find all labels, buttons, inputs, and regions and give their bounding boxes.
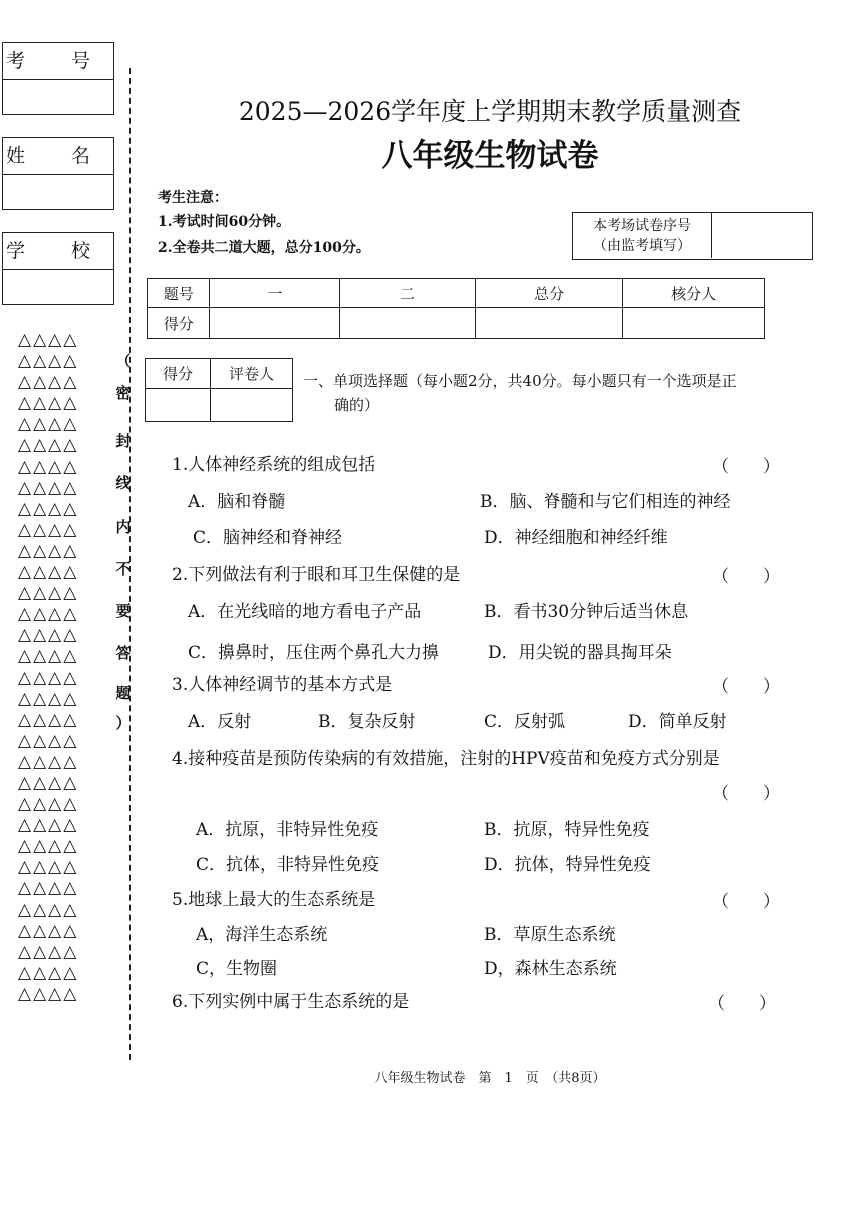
- triangle-row: △△△△: [18, 920, 79, 941]
- score-cell[interactable]: [210, 308, 340, 339]
- score-table-header: 一: [210, 279, 340, 308]
- triangle-row: △△△△: [18, 625, 79, 646]
- section-title: 一、单项选择题（每小题2分，共40分。每小题只有一个选项是正: [303, 372, 737, 390]
- exam-subtitle: 八年级生物试卷: [381, 138, 599, 174]
- question-stem: 4.接种疫苗是预防传染病的有效措施，注射的HPV疫苗和免疫方式分别是: [172, 749, 720, 769]
- triangle-row: △△△△: [18, 351, 79, 372]
- answer-paren[interactable]: （ ）: [712, 892, 780, 912]
- triangle-row: △△△△: [18, 456, 79, 477]
- seal-char: 题: [115, 684, 131, 702]
- seal-char: 封: [115, 432, 131, 450]
- question-stem: 5.地球上最大的生态系统是: [172, 890, 376, 910]
- triangle-row: △△△△: [18, 941, 79, 962]
- triangle-row: △△△△: [18, 372, 79, 393]
- question-stem: 6.下列实例中属于生态系统的是: [172, 992, 410, 1012]
- triangle-row: △△△△: [18, 857, 79, 878]
- answer-paren[interactable]: （ ）: [712, 784, 780, 804]
- seat-number-label: [573, 213, 712, 258]
- option: B．脑、脊髓和与它们相连的神经: [480, 492, 731, 512]
- triangle-row: △△△△: [18, 836, 79, 857]
- triangle-row: △△△△: [18, 519, 79, 540]
- seal-text: [111, 352, 135, 732]
- option: D，森林生态系统: [484, 959, 617, 979]
- option: C．抗体，非特异性免疫: [196, 855, 380, 875]
- triangle-row: △△△△: [18, 983, 79, 1004]
- exam-title: 2025—2026学年度上学期期末教学质量测查: [238, 97, 742, 126]
- triangle-row: △△△△: [18, 667, 79, 688]
- answer-paren[interactable]: （ ）: [712, 567, 780, 587]
- option: B．复杂反射: [318, 712, 416, 732]
- score-row-label: 得分: [148, 308, 210, 339]
- score-cell[interactable]: [623, 308, 765, 339]
- name-label: 姓 名: [3, 138, 113, 175]
- triangle-row: △△△△: [18, 751, 79, 772]
- question-stem: 2.下列做法有利于眼和耳卫生保健的是: [172, 565, 461, 585]
- option: B．草原生态系统: [484, 925, 616, 945]
- triangle-row: △△△△: [18, 435, 79, 456]
- page-footer: 八年级生物试卷 第 1 页 （共8页）: [374, 1071, 606, 1086]
- triangle-row: △△△△: [18, 414, 79, 435]
- option: D．用尖锐的器具掏耳朵: [488, 643, 672, 663]
- triangle-row: △△△△: [18, 794, 79, 815]
- option: A．抗原，非特异性免疫: [196, 820, 379, 840]
- score-table-header: 二: [340, 279, 476, 308]
- score-cell[interactable]: [340, 308, 476, 339]
- triangle-row: △△△△: [18, 646, 79, 667]
- name-box: [2, 137, 114, 210]
- question-stem: 3.人体神经调节的基本方式是: [172, 675, 393, 695]
- option: D．简单反射: [628, 712, 727, 732]
- option: A．脑和脊髓: [188, 492, 286, 512]
- section-grade-box: [145, 358, 293, 422]
- seal-char: ）: [115, 714, 131, 732]
- option: A，海洋生态系统: [196, 925, 328, 945]
- triangle-row: △△△△: [18, 583, 79, 604]
- option: C．反射弧: [484, 712, 566, 732]
- score-cell[interactable]: [475, 308, 623, 339]
- seal-char: 要: [115, 602, 131, 620]
- triangle-row: △△△△: [18, 688, 79, 709]
- option: D．抗体，特异性免疫: [484, 855, 651, 875]
- triangle-row: △△△△: [18, 498, 79, 519]
- notice-heading: 考生注意：: [158, 190, 228, 206]
- triangle-row: △△△△: [18, 730, 79, 751]
- seal-char: 不: [115, 560, 131, 578]
- section-score-cell[interactable]: [146, 389, 211, 422]
- triangle-row: △△△△: [18, 393, 79, 414]
- score-table-header: 核分人: [623, 279, 765, 308]
- option: A．反射: [188, 712, 252, 732]
- triangle-row: △△△△: [18, 899, 79, 920]
- triangle-row: △△△△: [18, 604, 79, 625]
- section-title-cont: 确的）: [334, 396, 380, 414]
- triangle-row: △△△△: [18, 709, 79, 730]
- triangle-row: △△△△: [18, 562, 79, 583]
- answer-paren[interactable]: （ ）: [708, 994, 776, 1014]
- exam-number-label: 考 号: [3, 43, 113, 80]
- score-table-header: 题号: [148, 279, 210, 308]
- seat-number-box: [572, 212, 813, 260]
- answer-paren[interactable]: （ ）: [712, 677, 780, 697]
- triangle-row: △△△△: [18, 962, 79, 983]
- answer-paren[interactable]: （ ）: [712, 457, 780, 477]
- triangle-column: [18, 330, 108, 1005]
- option: C，生物圈: [196, 959, 278, 979]
- triangle-row: △△△△: [18, 878, 79, 899]
- section-grader-cell[interactable]: [211, 389, 293, 422]
- question-stem: 1.人体神经系统的组成包括: [172, 455, 376, 475]
- section-score-label: 得分: [146, 359, 211, 389]
- option: C．擤鼻时，压住两个鼻孔大力擤: [188, 643, 440, 663]
- triangle-row: △△△△: [18, 477, 79, 498]
- triangle-row: △△△△: [18, 815, 79, 836]
- option: D．神经细胞和神经纤维: [484, 528, 668, 548]
- notice-item: 2.全卷共二道大题，总分100分。: [158, 240, 370, 256]
- option: A．在光线暗的地方看电子产品: [188, 602, 422, 622]
- seal-char: 密: [115, 384, 131, 402]
- option: B．看书30分钟后适当休息: [484, 602, 689, 622]
- seal-char: 内: [115, 518, 131, 536]
- notice-item: 1.考试时间60分钟。: [158, 214, 291, 230]
- triangle-row: △△△△: [18, 330, 79, 350]
- school-label: 学 校: [3, 233, 113, 270]
- score-table-header: 总分: [475, 279, 623, 308]
- section-grader-label: 评卷人: [211, 359, 293, 389]
- school-box: [2, 232, 114, 305]
- triangle-row: △△△△: [18, 540, 79, 561]
- seat-label-line1: 本考场试卷序号: [593, 218, 691, 234]
- seat-label-line2: （由监考填写）: [593, 238, 691, 254]
- exam-number-box: [2, 42, 114, 115]
- option: C．脑神经和脊神经: [193, 528, 343, 548]
- seal-char: 线: [115, 474, 131, 492]
- score-table: [147, 278, 765, 339]
- triangle-row: △△△△: [18, 772, 79, 793]
- seal-char: 答: [115, 644, 131, 662]
- seal-char: （: [115, 352, 131, 370]
- option: B．抗原，特异性免疫: [484, 820, 650, 840]
